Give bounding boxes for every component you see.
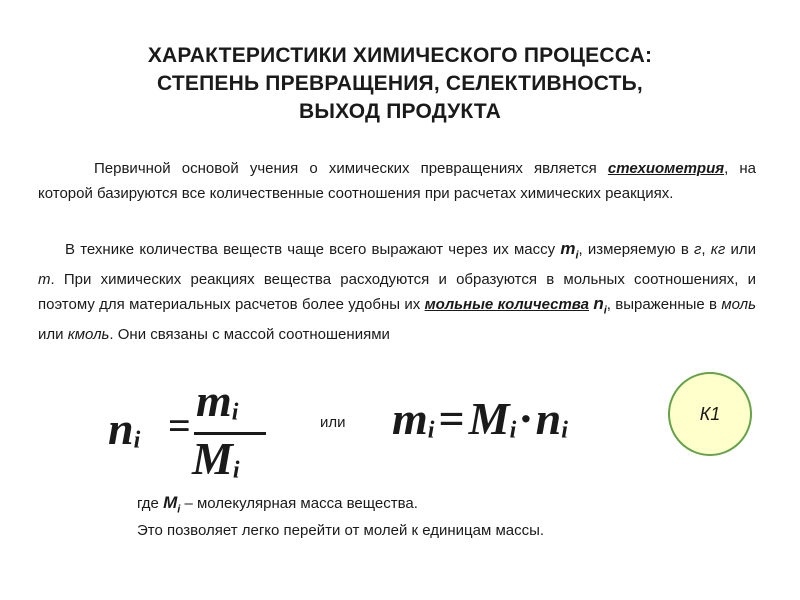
para1-text-b: , на которой базируются все количественные соотношения при расчетах химических реакциях. xyxy=(38,160,756,202)
para2-text-e: . Они связаны с массой соотношениями xyxy=(109,326,390,344)
unit-t: т xyxy=(38,270,51,288)
symbol-n-i: $n_i$ xyxy=(593,294,607,317)
title-line-1: ХАРАКТЕРИСТИКИ ХИМИЧЕСКОГО ПРОЦЕССА: xyxy=(147,44,653,67)
unit-kmol: кмоль xyxy=(67,326,110,344)
formula1-lhs: $n_i$ xyxy=(108,403,141,454)
note-line-2: Это позволяет легко перейти от молей к единицам массы. xyxy=(137,522,545,540)
connector-text: или xyxy=(320,414,346,431)
unit-mol: моль xyxy=(721,296,756,314)
para2-text-d: , выраженные в xyxy=(606,296,722,314)
paragraph-quantities xyxy=(38,237,756,348)
symbol-M-i: $M_i$ xyxy=(163,493,181,516)
formula1-numerator: $m_i$ xyxy=(196,375,239,426)
para2-text-b: , измеряемую в xyxy=(578,241,695,258)
formula-m-equals-M-times-n xyxy=(392,392,632,452)
term-stoichiometry: стехиометрия xyxy=(607,160,725,177)
para2-text-a: В технике количества веществ чаще всего выражают через их массу xyxy=(65,241,561,258)
term-molar-quantities: мольные количества xyxy=(424,296,589,314)
formula1-equals: = xyxy=(168,403,191,448)
paragraph-stoichiometry xyxy=(38,157,756,206)
formula-n-equals-m-over-M xyxy=(108,375,268,484)
separator: или xyxy=(725,241,756,258)
separator: , xyxy=(701,241,711,258)
badge-label: К1 xyxy=(699,403,721,424)
notes-block xyxy=(137,492,544,542)
symbol-m-i: $m_i$ xyxy=(560,239,579,262)
formula2-factor-n: $n_i$ xyxy=(535,393,568,444)
unit-g: г xyxy=(694,241,702,258)
para2-text-c: . При химических реакциях вещества расходуются и образуются в мольных соотношениях, и поэтому для материальных расчетов более удобны их xyxy=(38,270,756,314)
unit-kg: кг xyxy=(710,241,726,258)
slide-link-badge[interactable] xyxy=(668,372,752,456)
title-line-3: ВЫХОД ПРОДУКТА xyxy=(298,100,501,123)
page-title xyxy=(40,42,760,126)
title-line-2: СТЕПЕНЬ ПРЕВРАЩЕНИЯ, СЕЛЕКТИВНОСТЬ, xyxy=(157,72,643,95)
note-line-1: где $M_i$ – молекулярная масса вещества. xyxy=(137,493,418,516)
formula2-lhs: $m_i$ xyxy=(392,393,435,444)
formula2-dot: · xyxy=(518,393,534,444)
formula2-equals: = xyxy=(438,393,465,444)
separator: или xyxy=(38,326,68,344)
para1-text-a: Первичной основой учения о химических превращениях является xyxy=(94,160,608,177)
formula2-factor-M: $M_i$ xyxy=(468,393,517,444)
formula1-denominator: $M_i$ xyxy=(192,433,240,484)
